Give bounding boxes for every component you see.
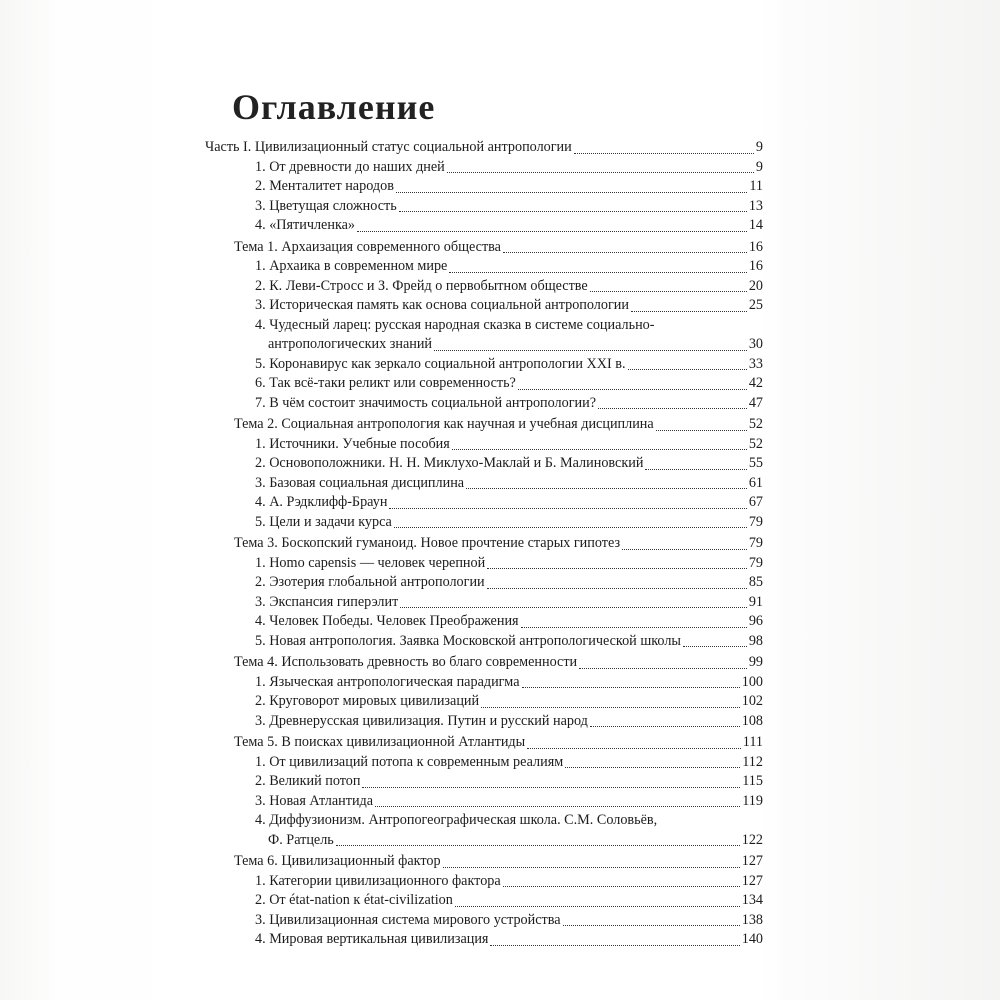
toc-page-number: 140 xyxy=(741,931,763,947)
toc-page-number: 16 xyxy=(748,238,763,255)
toc-page-number: 55 xyxy=(748,455,763,471)
toc-entry xyxy=(205,673,763,693)
toc-entry xyxy=(205,277,763,297)
dot-leader xyxy=(399,211,747,212)
toc-page-number: 98 xyxy=(748,632,763,649)
toc-theme-entry xyxy=(205,238,763,258)
toc-entry xyxy=(205,632,763,652)
toc-page-number: 14 xyxy=(748,217,763,233)
toc-page-number: 30 xyxy=(748,336,763,352)
toc-entry xyxy=(205,593,763,613)
toc-entry xyxy=(205,216,763,236)
toc-entry-label: 3. Древнерусская цивилизация. Путин и русский народ xyxy=(255,712,588,729)
toc-part-entry xyxy=(205,138,763,158)
toc-page-number: 9 xyxy=(755,139,763,155)
dot-leader xyxy=(452,449,747,450)
toc-entry-label: 1. Категории цивилизационного фактора xyxy=(255,872,501,889)
toc-entry xyxy=(205,493,763,513)
toc-entry xyxy=(205,772,763,792)
toc-page-number: 79 xyxy=(748,554,763,571)
toc-entry xyxy=(205,712,763,732)
toc-entry-label: Тема 2. Социальная антропология как научная и учебная дисциплина xyxy=(234,416,654,432)
toc-entry-label: 3. Экспансия гиперэлит xyxy=(255,593,399,610)
toc-entry xyxy=(205,197,763,217)
dot-leader xyxy=(579,668,747,669)
toc-entry xyxy=(205,911,763,931)
dot-leader xyxy=(521,627,747,628)
dot-leader xyxy=(518,389,747,390)
toc-page-number: 52 xyxy=(748,416,763,432)
toc-entry-label: Часть I. Цивилизационный статус социальной антропологии xyxy=(205,139,572,155)
toc-page-number: 91 xyxy=(748,593,763,610)
toc-theme-entry xyxy=(205,534,763,554)
toc-page-number: 115 xyxy=(742,773,763,789)
dot-leader xyxy=(466,488,747,489)
toc-entry xyxy=(205,177,763,197)
toc-entry-continuation xyxy=(205,831,763,851)
dot-leader xyxy=(527,748,741,749)
toc-entry-label: 2. Основоположники. Н. Н. Миклухо-Маклай и Б. Малиновский xyxy=(255,455,644,471)
toc-page-number: 79 xyxy=(748,535,763,551)
toc-entry xyxy=(205,753,763,773)
toc-entry xyxy=(205,872,763,892)
toc-entry-label: 3. Новая Атлантида xyxy=(255,792,374,809)
dot-leader xyxy=(487,568,747,569)
toc-entry xyxy=(205,891,763,911)
page-title: Оглавление xyxy=(232,87,436,127)
toc-page-number: 52 xyxy=(748,435,763,452)
toc-page-number: 134 xyxy=(741,892,763,908)
toc-theme-entry xyxy=(205,733,763,753)
dot-leader xyxy=(487,588,747,589)
dot-leader xyxy=(645,469,746,470)
toc-entry xyxy=(205,811,763,831)
toc-entry xyxy=(205,374,763,394)
dot-leader xyxy=(656,430,747,431)
toc-entry xyxy=(205,435,763,455)
toc-page-number: 79 xyxy=(748,513,763,530)
toc-entry xyxy=(205,158,763,178)
toc-entry-label: Тема 4. Использовать древность во благо современности xyxy=(234,654,578,670)
dot-leader xyxy=(503,886,740,887)
toc-entry-label: 3. Цивилизационная система мирового устройства xyxy=(255,911,561,928)
toc-entry-label: 1. От древности до наших дней xyxy=(255,158,445,175)
toc-theme-entry xyxy=(205,415,763,435)
toc-entry-label-continued: Ф. Ратцель xyxy=(268,831,334,848)
dot-leader xyxy=(522,687,740,688)
toc-entry-label: 4. А. Рэдклифф-Браун xyxy=(255,494,388,510)
toc-entry-label: 7. В чём состоит значимость социальной антропологии? xyxy=(255,394,597,411)
toc-theme-entry xyxy=(205,653,763,673)
toc-entry-label: 3. Историческая память как основа социальной антропологии xyxy=(255,297,629,313)
toc-entry-label: 6. Так всё-таки реликт или современность? xyxy=(255,375,516,391)
toc-entry xyxy=(205,316,763,336)
toc-entry-label: 2. К. Леви-Стросс и З. Фрейд о первобытном обществе xyxy=(255,277,588,294)
dot-leader xyxy=(394,527,747,528)
dot-leader xyxy=(362,787,740,788)
toc-entry xyxy=(205,474,763,494)
dot-leader xyxy=(628,369,747,370)
toc-entry-label: Тема 1. Архаизация современного общества xyxy=(234,238,501,255)
toc-page-number: 25 xyxy=(748,297,763,313)
toc-page-number: 127 xyxy=(741,853,763,869)
toc-page-number: 42 xyxy=(748,375,763,391)
toc-page-number: 111 xyxy=(742,734,763,750)
dot-leader xyxy=(455,906,740,907)
toc-page-number: 20 xyxy=(748,277,763,294)
toc-page-number: 9 xyxy=(755,158,763,175)
dot-leader xyxy=(396,192,747,193)
toc-entry xyxy=(205,573,763,593)
toc-page-number: 85 xyxy=(748,574,763,590)
dot-leader xyxy=(590,726,740,727)
dot-leader xyxy=(449,272,746,273)
toc-entry-continuation xyxy=(205,335,763,355)
toc-page-number: 16 xyxy=(748,258,763,274)
toc-entry xyxy=(205,355,763,375)
toc-page-number: 122 xyxy=(741,831,763,848)
toc-entry xyxy=(205,257,763,277)
dot-leader xyxy=(357,231,747,232)
toc-page-number: 13 xyxy=(748,197,763,214)
toc-page-number: 108 xyxy=(741,712,763,729)
toc-page-number: 67 xyxy=(748,494,763,510)
toc-page-number: 119 xyxy=(742,792,763,809)
toc-entry xyxy=(205,513,763,533)
toc-entry-label: Тема 3. Боскопский гуманоид. Новое прочтение старых гипотез xyxy=(234,535,621,551)
toc-page-number: 127 xyxy=(741,872,763,889)
toc-entry-label: 1. Языческая антропологическая парадигма xyxy=(255,673,520,690)
toc-entry-label: 5. Цели и задачи курса xyxy=(255,513,392,530)
toc-entry-label: 3. Базовая социальная дисциплина xyxy=(255,474,465,491)
toc-entry-label: 1. Источники. Учебные пособия xyxy=(255,435,450,452)
toc-entry xyxy=(205,394,763,414)
dot-leader xyxy=(389,508,746,509)
toc-entry-label: 5. Коронавирус как зеркало социальной антропологии XXI в. xyxy=(255,355,626,372)
dot-leader xyxy=(631,311,747,312)
dot-leader xyxy=(400,607,747,608)
dot-leader xyxy=(375,806,740,807)
toc-entry xyxy=(205,692,763,712)
toc-page-number: 11 xyxy=(749,178,763,194)
dot-leader xyxy=(563,925,740,926)
toc-page-number: 138 xyxy=(741,911,763,928)
toc-entry-label: 3. Цветущая сложность xyxy=(255,197,397,214)
dot-leader xyxy=(683,646,747,647)
dot-leader xyxy=(565,767,740,768)
toc-page-number: 112 xyxy=(742,753,763,770)
toc-entry-label: 4. Мировая вертикальная цивилизация xyxy=(255,931,489,947)
dot-leader xyxy=(503,252,747,253)
toc-entry-label: 2. Великий потоп xyxy=(255,773,361,789)
toc-entry-label: 1. Homo capensis — человек черепной xyxy=(255,554,486,571)
toc-entry-label: 4. Чудесный ларец: русская народная сказка в системе социально- xyxy=(255,316,655,333)
toc-entry xyxy=(205,454,763,474)
toc-page-number: 99 xyxy=(748,654,763,670)
toc-entry-label: 2. Круговорот мировых цивилизаций xyxy=(255,693,480,709)
toc-entry xyxy=(205,296,763,316)
dot-leader xyxy=(443,867,740,868)
dot-leader xyxy=(490,945,739,946)
toc-page-number: 61 xyxy=(748,474,763,491)
toc-entry-label: Тема 5. В поисках цивилизационной Атлантиды xyxy=(234,734,526,750)
toc-entry xyxy=(205,930,763,950)
toc-entry-label: 4. Диффузионизм. Антропогеографическая школа. С.М. Соловьёв, xyxy=(255,812,658,828)
table-of-contents xyxy=(205,138,763,950)
toc-entry-label: 5. Новая антропология. Заявка Московской антропологической школы xyxy=(255,632,681,649)
toc-theme-entry xyxy=(205,852,763,872)
dot-leader xyxy=(622,549,747,550)
toc-entry-label: Тема 6. Цивилизационный фактор xyxy=(234,853,441,869)
toc-page-number: 47 xyxy=(748,394,763,411)
toc-page-number: 33 xyxy=(748,355,763,372)
toc-entry-label: 2. Менталитет народов xyxy=(255,178,394,194)
dot-leader xyxy=(336,845,740,846)
toc-entry-label: 4. Человек Победы. Человек Преображения xyxy=(255,613,519,629)
toc-page-number: 100 xyxy=(741,673,763,690)
toc-entry-label: 2. Эзотерия глобальной антропологии xyxy=(255,574,485,590)
toc-entry-label: 4. «Пятичленка» xyxy=(255,217,356,233)
dot-leader xyxy=(574,153,754,154)
dot-leader xyxy=(434,350,747,351)
toc-entry-label: 1. От цивилизаций потопа к современным реалиям xyxy=(255,753,564,770)
toc-page-number: 96 xyxy=(748,613,763,629)
toc-entry-label-continued: антропологических знаний xyxy=(268,336,433,352)
toc-entry xyxy=(205,612,763,632)
toc-entry xyxy=(205,792,763,812)
dot-leader xyxy=(590,291,747,292)
toc-page-number: 102 xyxy=(741,693,763,709)
toc-entry-label: 1. Архаика в современном мире xyxy=(255,258,448,274)
dot-leader xyxy=(481,707,740,708)
toc-entry-label: 2. От état-nation к état-civilization xyxy=(255,892,453,908)
toc-entry xyxy=(205,554,763,574)
dot-leader xyxy=(598,408,747,409)
dot-leader xyxy=(447,172,754,173)
